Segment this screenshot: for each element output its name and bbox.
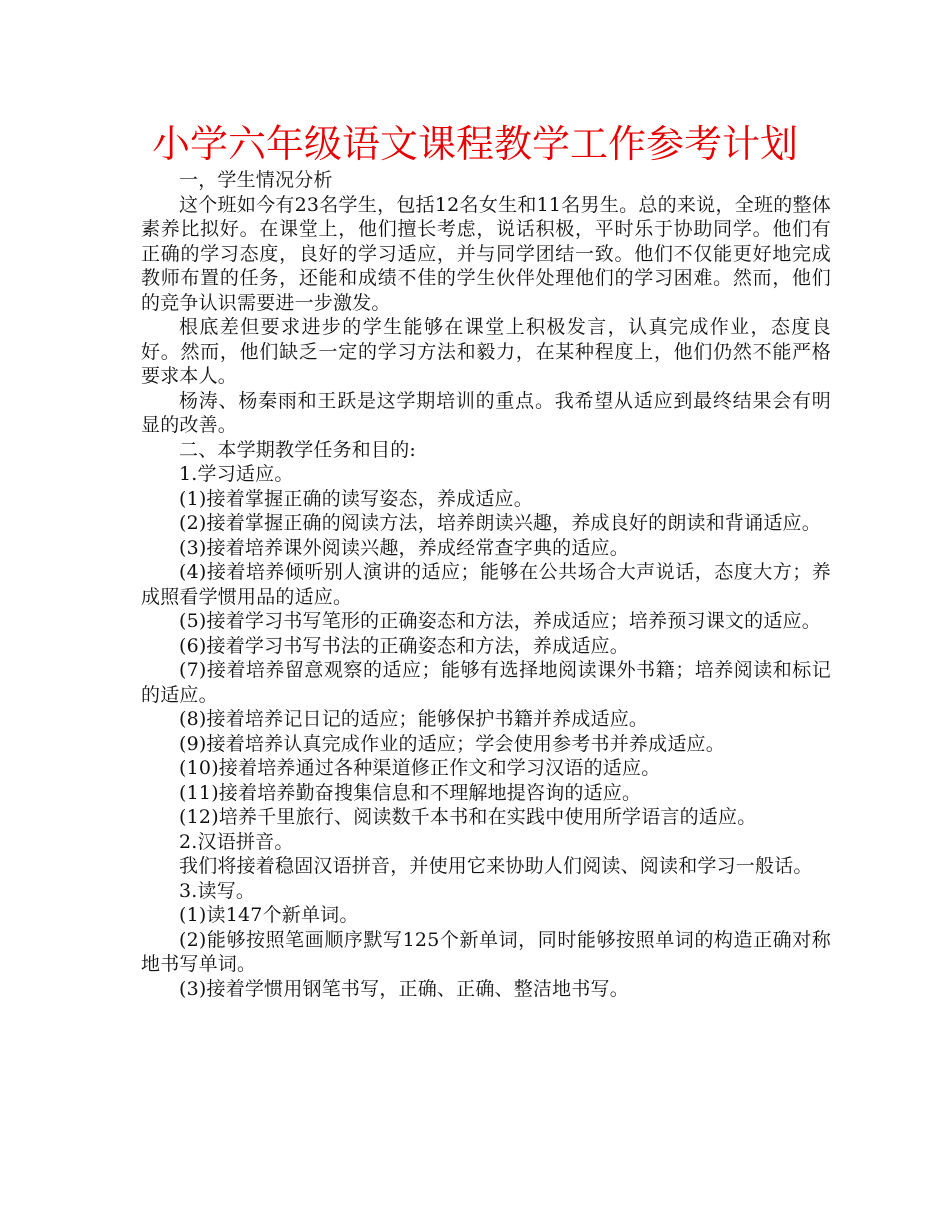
section-heading: 一，学生情况分析 [179,169,333,191]
list-item: (1)接着掌握正确的读写姿态，养成适应。 [179,487,533,510]
list-item: (1)读147个新单词。 [179,904,359,926]
paragraph: 我们将接着稳固汉语拼音，并使用它来协助人们阅读、阅读和学习一般话。 [179,855,813,877]
list-item: (2)能够按照笔画顺序默写125个新单词，同时能够按照单词的构造正确对称地书写单词。 [141,928,831,975]
list-item: (11)接着培养勤奋搜集信息和不理解地提咨询的适应。 [179,781,642,804]
subsection-heading: 3.读写。 [179,879,256,902]
subsection-heading: 1.学习适应。 [179,463,294,485]
list-item: (5)接着学习书写笔形的正确姿态和方法，养成适应；培养预习课文的适应。 [179,610,821,632]
list-item: (3)接着学惯用钢笔书写，正确、正确、整洁地书写。 [179,977,629,1000]
list-item: (3)接着培养课外阅读兴趣，养成经常查字典的适应。 [179,536,629,559]
document-body [141,168,831,1001]
paragraph: 这个班如今有23名学生，包括12名女生和11名男生。总的来说，全班的整体素养比拟好。在课堂上，他们擅长考虑，说话积极，平时乐于协助同学。他们有正确的学习态度，良好的学习适应，并与同学团结一致。他们不仅能更好地完成教师布置的任务，还能和成绩不佳的学生伙伴处理他们的学习困难。然而，他们的竞争认识需要进一步激发。 [141,193,831,314]
subsection-heading: 2.汉语拼音。 [179,830,294,853]
list-item: (7)接着培养留意观察的适应；能够有选择地阅读课外书籍；培养阅读和标记的适应。 [141,659,831,706]
list-item: (6)接着学习书写书法的正确姿态和方法，养成适应。 [179,634,629,657]
section-heading: 二、本学期教学任务和目的: [179,438,417,461]
document-title: 小学六年级语文课程教学工作参考计划 [151,122,798,166]
list-item: (8)接着培养记日记的适应；能够保护书籍并养成适应。 [179,708,649,730]
list-item: (12)培养千里旅行、阅读数千本书和在实践中使用所学语言的适应。 [179,806,757,828]
paragraph: 杨涛、杨秦雨和王跃是这学期培训的重点。我希望从适应到最终结果会有明显的改善。 [141,389,831,436]
list-item: (10)接着培养通过各种渠道修正作文和学习汉语的适应。 [179,757,661,779]
list-item: (2)接着掌握正确的阅读方法，培养朗读兴趣，养成良好的朗读和背诵适应。 [179,512,821,534]
paragraph: 根底差但要求进步的学生能够在课堂上积极发言，认真完成作业，态度良好。然而，他们缺乏一定的学习方法和毅力，在某种程度上，他们仍然不能严格要求本人。 [141,316,831,387]
list-item: (9)接着培养认真完成作业的适应；学会使用参考书并养成适应。 [179,732,725,755]
list-item: (4)接着培养倾听别人演讲的适应；能够在公共场合大声说话，态度大方；养成照看学惯用品的适应。 [141,561,831,608]
